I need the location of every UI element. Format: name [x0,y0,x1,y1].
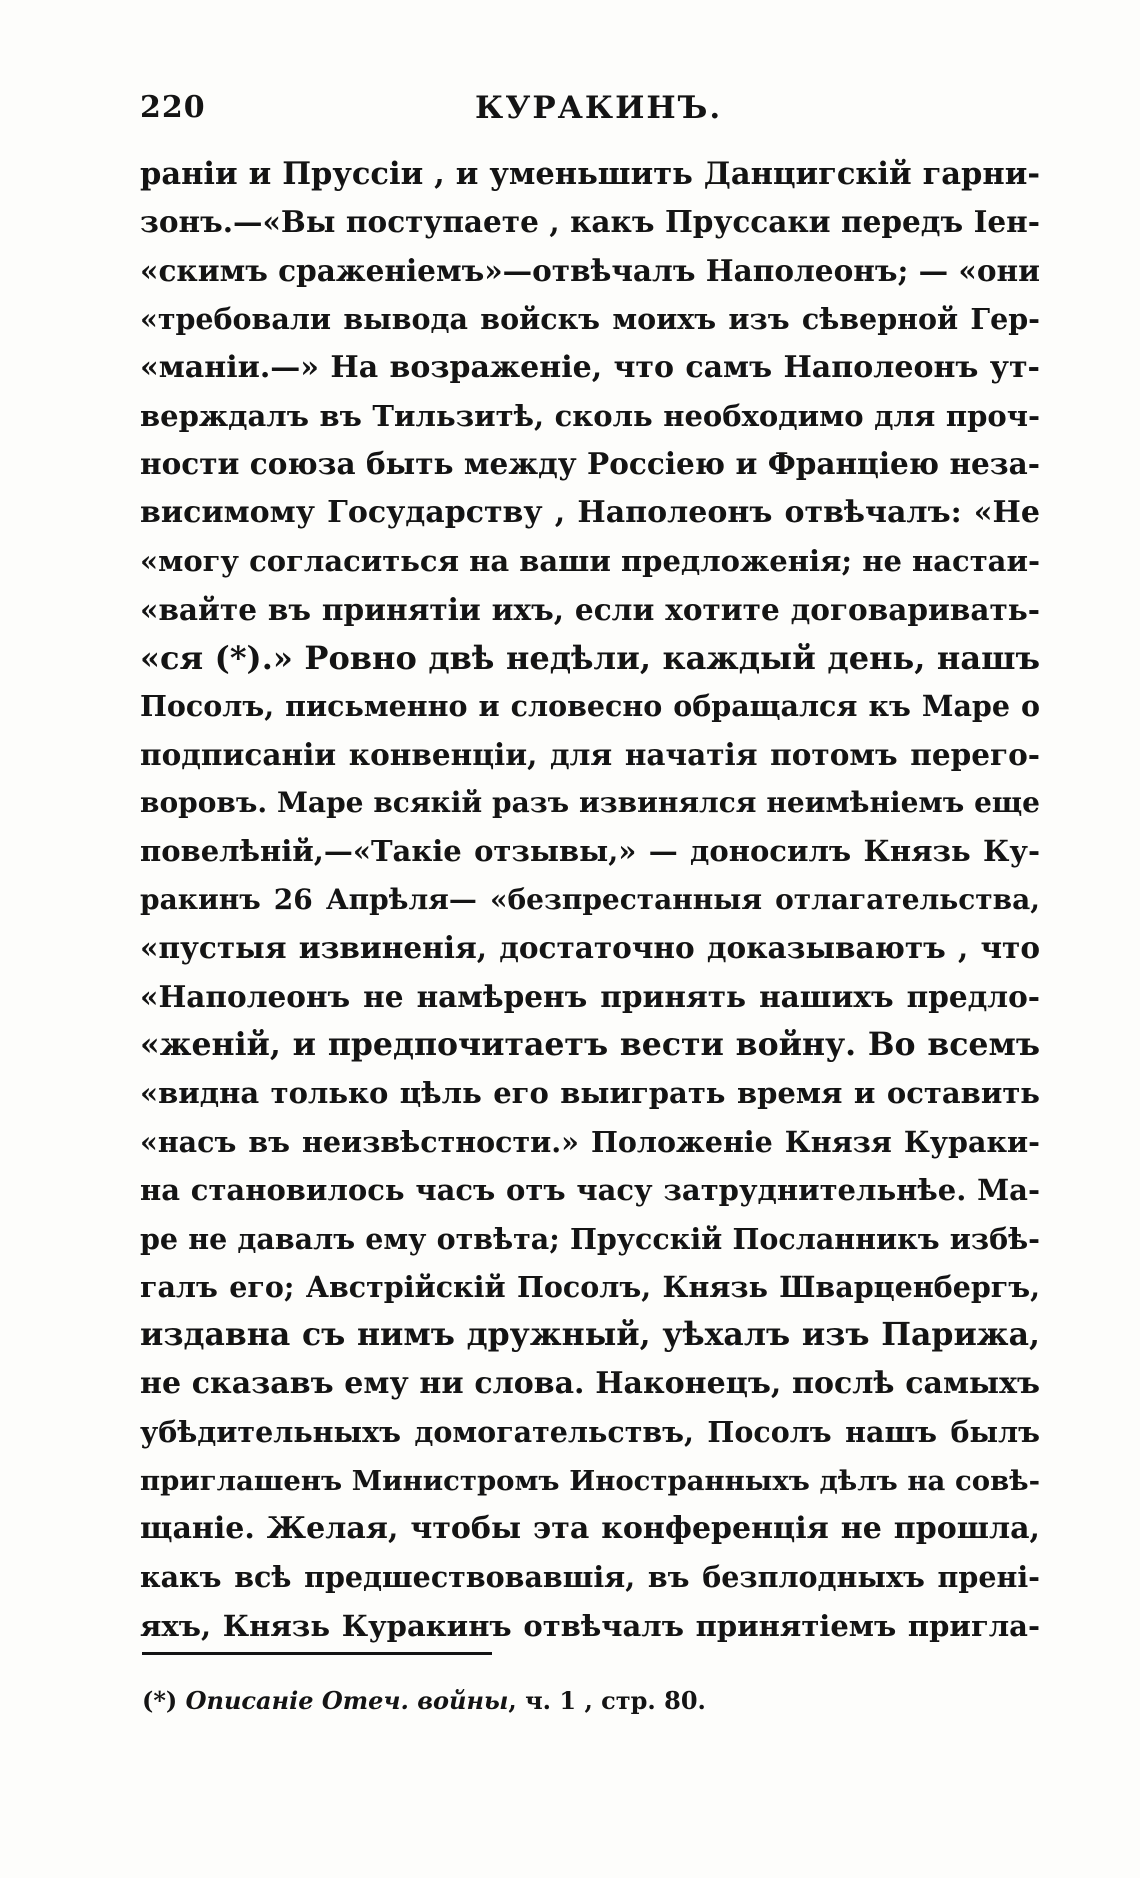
text-line: какъ всѣ предшествовавшія, въ безплодныхъ прені- [140,1560,1040,1595]
footnote-marker: (*) [142,1686,178,1715]
text-line: яхъ, Князь Куракинъ отвѣчалъ принятіемъ пригла- [140,1608,1040,1643]
page-number: 220 [140,90,206,125]
text-line: приглашенъ Министромъ Иностранныхъ дѣлъ на совѣ- [140,1464,1040,1497]
text-line: висимому Государству , Наполеонъ отвѣчалъ: «Не [140,494,1040,530]
text-line: подписаніи конвенціи, для начатія потомъ перего- [140,736,1040,772]
text-line: щаніе. Желая, чтобы эта конференція не прошла, [140,1510,1040,1546]
text-line: «ся (*).» Ровно двѣ недѣли, каждый день, нашъ [140,638,1040,677]
footnote-reference: , ч. 1 , стр. 80. [508,1686,706,1715]
text-line: «пустыя извиненія, достаточно доказываютъ , что [140,930,1040,966]
footnote-source: Описаніе Отеч. войны [185,1686,509,1715]
page-header [140,90,1040,130]
text-line: воровъ. Маре всякій разъ извинялся неимѣніемъ еще [140,786,1040,820]
text-line: «видна только цѣль его выиграть время и оставить [140,1076,1040,1111]
text-line: раніи и Пруссіи , и уменьшить Данцигскій гарни- [140,156,1040,192]
footnote [142,1686,1042,1715]
text-line: «насъ въ неизвѣстности.» Положеніе Князя Кураки- [140,1124,1040,1159]
text-line: повелѣній,—«Такіе отзывы,» — доносилъ Князь Ку- [140,834,1040,869]
text-line: на становилось часъ отъ часу затруднительнѣе. Ма- [140,1173,1040,1208]
text-line: издавна съ нимъ дружный, уѣхалъ изъ Парижа, [140,1316,1040,1354]
text-line: убѣдительныхъ домогательствъ, Посолъ нашъ былъ [140,1415,1040,1450]
text-line: «женій, и предпочитаетъ вести войну. Во всемъ [140,1026,1040,1064]
body-text [140,150,1040,1650]
text-line: «скимъ сраженіемъ»—отвѣчалъ Наполеонъ; — «они [140,252,1040,288]
text-line: ре не давалъ ему отвѣта; Прусскій Посланникъ избѣ- [140,1221,1040,1256]
text-line: зонъ.—«Вы поступаете , какъ Пруссаки передъ Іен- [140,204,1040,240]
text-line: Посолъ, письменно и словесно обращался къ Маре о [140,689,1040,724]
text-line: «маніи.—» На возраженіе, что самъ Наполеонъ ут- [140,349,1040,385]
text-line: «могу согласиться на ваши предложенія; не настаи- [140,544,1040,579]
running-title: КУРАКИНЪ. [475,90,723,126]
text-line: «Наполеонъ не намѣренъ принять нашихъ предло- [140,978,1040,1014]
text-line: ности союза быть между Россіею и Франціею неза- [140,446,1040,482]
text-line: не сказавъ ему ни слова. Наконецъ, послѣ самыхъ [140,1365,1040,1401]
text-line: «требовали вывода войскъ моихъ изъ сѣверной Гер- [140,302,1040,337]
text-line: «вайте въ принятіи ихъ, если хотите договаривать- [140,591,1040,627]
text-line: верждалъ въ Тильзитѣ, сколь необходимо для проч- [140,398,1040,433]
text-line: галъ его; Австрійскій Посолъ, Князь Шварценбергъ, [140,1269,1040,1304]
footnote-divider [142,1652,492,1655]
text-line: ракинъ 26 Апрѣля— «безпрестанныя отлагательства, [140,882,1040,916]
